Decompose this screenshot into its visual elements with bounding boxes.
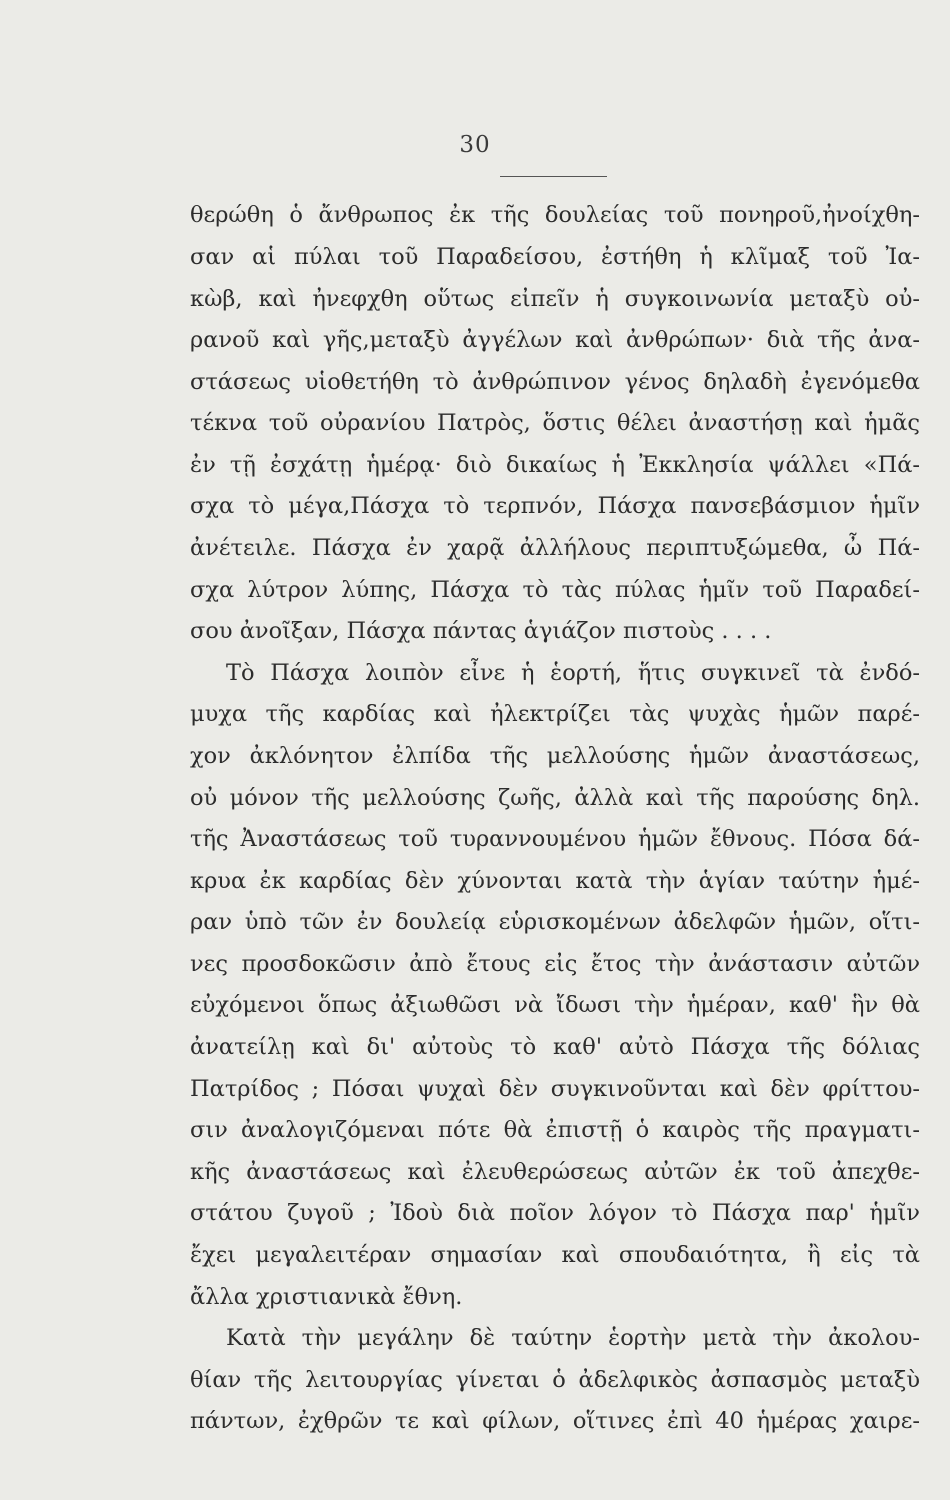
text-line: σου ἀνοῖξαν, Πάσχα πάντας ἁγιάζον πιστοὺς . . . . (190, 618, 772, 644)
text-line: ἔχει μεγαλειτέραν σημασίαν καὶ σπουδαιότητα, ἢ εἰς τὰ (190, 1242, 920, 1268)
text-line: Πατρίδος ; Πόσαι ψυχαὶ δὲν συγκινοῦνται καὶ δὲν φρίττου- (190, 1076, 920, 1102)
text-line: κρυα ἐκ καρδίας δὲν χύνονται κατὰ τὴν ἁγίαν ταύτην ἡμέ- (190, 868, 920, 894)
text-line: ἀνατείλῃ καὶ δι' αὐτοὺς τὸ καθ' αὐτὸ Πάσχα τῆς δόλιας (190, 1034, 920, 1060)
text-line: ἀνέτειλε. Πάσχα ἐν χαρᾷ ἀλλήλους περιπτυξώμεθα, ὦ Πά- (190, 535, 920, 561)
page-number-rule (500, 176, 607, 177)
text-line: σαν αἱ πύλαι τοῦ Παραδείσου, ἐστήθη ἡ κλῖμαξ τοῦ Ἰα- (190, 244, 920, 270)
text-line: θίαν τῆς λειτουργίας γίνεται ὁ ἀδελφικὸς ἀσπασμὸς μεταξὺ (190, 1367, 920, 1393)
text-line: ἄλλα χριστιανικὰ ἔθνη. (190, 1284, 463, 1310)
text-line: στάτου ζυγοῦ ; Ἰδοὺ διὰ ποῖον λόγον τὸ Πάσχα παρ' ἡμῖν (190, 1200, 920, 1226)
text-line: χον ἀκλόνητον ἐλπίδα τῆς μελλούσης ἡμῶν ἀναστάσεως, (190, 743, 920, 769)
page-number: 30 (459, 132, 491, 158)
text-line: κὼβ, καὶ ἠνεφχθη οὕτως εἰπεῖν ἡ συγκοινωνία μεταξὺ οὐ- (190, 286, 920, 312)
text-line: τῆς Ἀναστάσεως τοῦ τυραννουμένου ἡμῶν ἔθνους. Πόσα δά- (190, 826, 920, 852)
text-line: ραν ὑπὸ τῶν ἐν δουλείᾳ εὑρισκομένων ἀδελφῶν ἡμῶν, οἵτι- (190, 909, 920, 935)
text-line: ρανοῦ καὶ γῆς,μεταξὺ ἀγγέλων καὶ ἀνθρώπων· διὰ τῆς ἀνα- (190, 327, 920, 353)
text-line: εὐχόμενοι ὅπως ἀξιωθῶσι νὰ ἴδωσι τὴν ἡμέραν, καθ' ἣν θὰ (190, 992, 920, 1018)
text-line: σχα τὸ μέγα,Πάσχα τὸ τερπνόν, Πάσχα πανσεβάσμιον ἡμῖν (190, 493, 920, 519)
text-line: στάσεως υἱοθετήθη τὸ ἀνθρώπινον γένος δηλαδὴ ἐγενόμεθα (190, 369, 920, 395)
paragraph-first-line: Τὸ Πάσχα λοιπὸν εἶνε ἡ ἑορτή, ἥτις συγκινεῖ τὰ ἐνδό- (226, 660, 920, 686)
text-line: νες προσδοκῶσιν ἀπὸ ἔτους εἰς ἔτος τὴν ἀνάστασιν αὐτῶν (190, 951, 920, 977)
text-line: πάντων, ἐχθρῶν τε καὶ φίλων, οἵτινες ἐπὶ 40 ἡμέρας χαιρε- (190, 1408, 920, 1434)
text-line: σιν ἀναλογιζόμεναι πότε θὰ ἐπιστῇ ὁ καιρὸς τῆς πραγματι- (190, 1117, 920, 1143)
text-line: τέκνα τοῦ οὐρανίου Πατρὸς, ὅστις θέλει ἀναστήσῃ καὶ ἡμᾶς (190, 410, 920, 436)
text-line: ἐν τῇ ἐσχάτῃ ἡμέρᾳ· διὸ δικαίως ἡ Ἐκκλησία ψάλλει «Πά- (190, 452, 920, 478)
paragraph-first-line: Κατὰ τὴν μεγάλην δὲ ταύτην ἑορτὴν μετὰ τὴν ἀκολου- (226, 1325, 920, 1351)
text-line: κῆς ἀναστάσεως καὶ ἐλευθερώσεως αὐτῶν ἐκ τοῦ ἀπεχθε- (190, 1159, 920, 1185)
text-line: οὐ μόνον τῆς μελλούσης ζωῆς, ἀλλὰ καὶ τῆς παρούσης δηλ. (190, 785, 920, 811)
text-line: μυχα τῆς καρδίας καὶ ἠλεκτρίζει τὰς ψυχὰς ἡμῶν παρέ- (190, 701, 920, 727)
text-line: θερώθη ὁ ἄνθρωπος ἐκ τῆς δουλείας τοῦ πονηροῦ,ἠνοίχθη- (190, 202, 920, 228)
text-line: σχα λύτρον λύπης, Πάσχα τὸ τὰς πύλας ἡμῖν τοῦ Παραδεί- (190, 577, 920, 603)
